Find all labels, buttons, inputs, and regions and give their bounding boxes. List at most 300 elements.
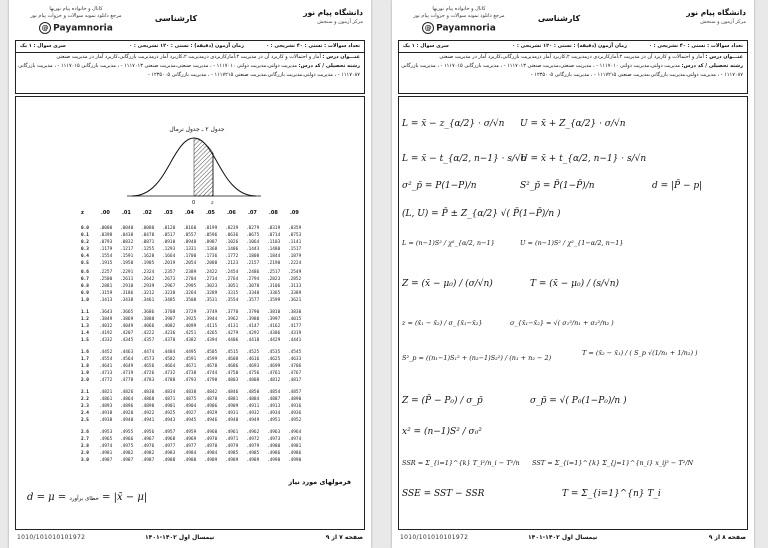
table-cell: .3997 (267, 317, 281, 322)
table-cell: .4817 (288, 378, 302, 383)
table-cell: .1517 (288, 247, 302, 252)
table-cell: .3810 (267, 310, 281, 315)
table-cell: .2881 (99, 284, 113, 289)
table-row (77, 324, 311, 331)
table-row (77, 291, 311, 298)
table-cell: .3888 (141, 317, 155, 322)
z-value: 2.1 (81, 390, 89, 395)
table-cell: .2486 (246, 270, 260, 275)
table-cell: .0832 (120, 240, 134, 245)
table-cell: .3643 (99, 310, 113, 315)
table-cell: .2291 (120, 270, 134, 275)
z-value: 2.3 (81, 404, 89, 409)
table-cell: .4898 (141, 404, 155, 409)
table-cell: .4236 (162, 331, 176, 336)
table-cell: .4783 (141, 378, 155, 383)
formula-prop-variance-est: S²_p̄ = P̄(1−P̄)/n (520, 181, 595, 191)
course-title: عنـــوان درس : آمار و احتمالات و کاربرد آن در مدیریت ۲،آمارکاربردی درمدیریت ۲،کاربرد آمار درمدیریت بازرگانی،کاربرد آمار در مدیریت صنعتی (439, 54, 743, 60)
table-cell: .4952 (288, 418, 302, 423)
table-cell: .4884 (246, 397, 260, 402)
table-block (77, 226, 311, 268)
z-value: 1.7 (81, 357, 89, 362)
table-cell: .4920 (120, 411, 134, 416)
table-row (77, 430, 311, 437)
table-cell: .2422 (204, 270, 218, 275)
table-cell: .4842 (204, 390, 218, 395)
table-cell: .2823 (267, 277, 281, 282)
table-cell: .4649 (120, 364, 134, 369)
question-series: سری سوال : ۱ یک (20, 43, 66, 49)
table-cell: .2704 (183, 277, 197, 282)
table-cell: .0239 (225, 226, 239, 231)
table-cell: .4989 (225, 458, 239, 463)
col-header: .03 (164, 210, 173, 216)
table-cell: .4744 (204, 371, 218, 376)
table-cell: .3531 (204, 298, 218, 303)
field-code: رشته تحصیلی / کد درس: مدیریت دولتی،مدیریت دولتی ۱۱۱۷۰۱۰ - ، مدیریت صنعتی،مدیریت صنعتی ۱۱۱۷۰۱۳ - ، مدیریت بازرگانی ۱۱۱۷۰۱۵ - ، مدیریت بازرگانی (18, 63, 360, 69)
table-cell: .4987 (99, 458, 113, 463)
table-cell: .4706 (288, 364, 302, 369)
curve-label-zero: 0 (192, 200, 196, 206)
table-cell: .3389 (288, 291, 302, 296)
table-cell: .4850 (246, 390, 260, 395)
table-cell: .0199 (204, 226, 218, 231)
table-cell: .3106 (267, 284, 281, 289)
brand-line-2: مرجع دانلود نمونه سوالات و جزوات پیام نور (30, 13, 122, 19)
table-cell: .1591 (120, 254, 134, 259)
shaded-area (194, 138, 213, 196)
table-cell: .4793 (183, 378, 197, 383)
table-row (77, 458, 311, 465)
table-cell: .4750 (225, 371, 239, 376)
exam-page-8 (392, 0, 754, 548)
table-cell: .4953 (99, 430, 113, 435)
formula-sse: SSE = SST − SSR (402, 489, 485, 499)
table-cell: .2224 (288, 261, 302, 266)
table-cell: .3869 (120, 317, 134, 322)
table-cell: .4279 (225, 331, 239, 336)
table-cell: .4982 (120, 451, 134, 456)
table-cell: .4616 (246, 357, 260, 362)
university-logo (253, 8, 363, 25)
table-cell: .4441 (288, 338, 302, 343)
table-cell: .4986 (288, 451, 302, 456)
z-value: 0.4 (81, 254, 89, 259)
table-cell: .0279 (246, 226, 260, 231)
table-cell: .1879 (288, 254, 302, 259)
formula-ci-lower-t: L = x̄ − t_{α/2, n−1} · s/√n (402, 154, 527, 164)
table-cell: .4913 (267, 404, 281, 409)
table-cell: .2389 (183, 270, 197, 275)
table-cell: .4738 (183, 371, 197, 376)
table-cell: .4934 (267, 411, 281, 416)
table-cell: .1255 (141, 247, 155, 252)
table-cell: .3340 (246, 291, 260, 296)
table-cell: .3790 (246, 310, 260, 315)
table-cell: .0160 (183, 226, 197, 231)
at-icon: @ (39, 22, 51, 34)
formula-ci-variance-lower: L = (n−1)S² / χ²_{α/2, n−1} (402, 239, 495, 247)
table-cell: .3944 (204, 317, 218, 322)
table-row (77, 298, 311, 305)
table-cell: .4664 (162, 364, 176, 369)
table-cell: .4207 (120, 331, 134, 336)
table-cell: .0557 (183, 233, 197, 238)
table-cell: .4719 (120, 371, 134, 376)
col-header: .01 (122, 210, 131, 216)
table-cell: .2454 (225, 270, 239, 275)
table-cell: .4115 (204, 324, 218, 329)
table-cell: .4987 (120, 458, 134, 463)
table-cell: .4656 (141, 364, 155, 369)
table-cell: .4946 (204, 418, 218, 423)
formula-pooled-variance: S²_p = ((n₁−1)S₁² + (n₂−1)S₂²) / (n₁ + n₂ − 2) (402, 354, 552, 362)
table-cell: .4925 (162, 411, 176, 416)
table-cell: .3023 (204, 284, 218, 289)
table-cell: .1950 (120, 261, 134, 266)
table-cell: .4732 (162, 371, 176, 376)
z-value: 2.0 (81, 378, 89, 383)
table-row (77, 411, 311, 418)
table-cell: .1628 (141, 254, 155, 259)
university-name: دانشگاه پیام نور (303, 8, 363, 17)
table-cell: .4893 (99, 404, 113, 409)
table-cell: .4306 (267, 331, 281, 336)
table-cell: .4838 (183, 390, 197, 395)
formula-sst: SST = Σ_{i=1}^{k} Σ_{j=1}^{n_i} x_ij² − T²/N (532, 459, 694, 467)
table-cell: .4890 (288, 397, 302, 402)
table-cell: .4968 (162, 437, 176, 442)
table-row (77, 390, 311, 397)
table-cell: .4965 (99, 437, 113, 442)
exam-code: 1010/101010101972 (17, 534, 86, 541)
table-cell: .4564 (120, 357, 134, 362)
formula-prop-variance: σ²_p̄ = P(1−P)/n (402, 181, 477, 191)
degree-title: کارشناسی (537, 14, 581, 23)
z-value: 0.1 (81, 233, 89, 238)
table-cell: .4803 (225, 378, 239, 383)
brand-line-1: کانال و خانواده پیام نوریها (49, 6, 103, 12)
table-cell: .0080 (141, 226, 155, 231)
table-cell: .4966 (120, 437, 134, 442)
table-cell: .4767 (288, 371, 302, 376)
table-cell: .4956 (141, 430, 155, 435)
formula-ci-proportion: (L, U) = P̄ ± Z_{α/2} √( P̄(1−P̄)/n ) (402, 209, 561, 219)
table-row (77, 226, 311, 233)
table-cell: .2088 (204, 261, 218, 266)
table-cell: .4778 (120, 378, 134, 383)
col-header: .07 (248, 210, 257, 216)
table-cell: .3133 (288, 284, 302, 289)
table-cell: .4625 (267, 357, 281, 362)
table-cell: .4964 (288, 430, 302, 435)
table-cell: .4463 (120, 350, 134, 355)
semester: نیمسال اول ۱۴۰۲-۱۴۰۱ (145, 534, 215, 541)
formula-two-sample-z: z = (x̄₁ − x̄₂) / σ_{x̄₁−x̄₂} (402, 319, 483, 327)
university-logo (636, 8, 746, 25)
page-number: صفحه ۸ از ۹ (708, 534, 746, 541)
table-cell: .4452 (99, 350, 113, 355)
table-cell: .0120 (162, 226, 176, 231)
table-cell: .0636 (225, 233, 239, 238)
table-row (77, 277, 311, 284)
table-cell: .4986 (267, 451, 281, 456)
table-cell: .2054 (183, 261, 197, 266)
table-cell: .4319 (288, 331, 302, 336)
table-cell: .4927 (183, 411, 197, 416)
degree-title: کارشناسی (154, 14, 198, 23)
table-cell: .4918 (99, 411, 113, 416)
table-cell: .4911 (246, 404, 260, 409)
table-cell: .4988 (162, 458, 176, 463)
table-cell: .4066 (141, 324, 155, 329)
z-value: 1.1 (81, 310, 89, 315)
table-cell: .2357 (162, 270, 176, 275)
table-cell: .3665 (120, 310, 134, 315)
table-cell: .4147 (246, 324, 260, 329)
table-cell: .4929 (204, 411, 218, 416)
table-cell: .1844 (267, 254, 281, 259)
table-cell: .4970 (204, 437, 218, 442)
table-cell: .4495 (183, 350, 197, 355)
brand-block (400, 6, 518, 34)
table-row (77, 270, 311, 277)
table-cell: .0478 (141, 233, 155, 238)
table-cell: .4633 (288, 357, 302, 362)
brand-handle: Payamnoria (53, 23, 113, 34)
table-cell: .4798 (204, 378, 218, 383)
col-header: .06 (227, 210, 236, 216)
table-cell: .4981 (99, 451, 113, 456)
table-cell: .4292 (246, 331, 260, 336)
table-cell: .4608 (225, 357, 239, 362)
table-row (77, 418, 311, 425)
table-cell: .0000 (99, 226, 113, 231)
table-cell: .4982 (141, 451, 155, 456)
table-cell: .4854 (267, 390, 281, 395)
table-block (77, 310, 311, 345)
table-cell: .4131 (225, 324, 239, 329)
table-cell: .1217 (120, 247, 134, 252)
table-cell: .4974 (288, 437, 302, 442)
table-cell: .1331 (183, 247, 197, 252)
z-value: 0.8 (81, 284, 89, 289)
table-cell: .4082 (162, 324, 176, 329)
table-cell: .4984 (204, 451, 218, 456)
table-cell: .4979 (225, 444, 239, 449)
table-cell: .4960 (204, 430, 218, 435)
table-cell: .4955 (120, 430, 134, 435)
table-cell: .4693 (246, 364, 260, 369)
table-cell: .4875 (183, 397, 197, 402)
z-value: 0.2 (81, 240, 89, 245)
table-cell: .4332 (99, 338, 113, 343)
table-cell: .3289 (204, 291, 218, 296)
table-cell: .4099 (183, 324, 197, 329)
table-cell: .4049 (120, 324, 134, 329)
col-header: .00 (101, 210, 110, 216)
table-cell: .2019 (162, 261, 176, 266)
table-cell: .2673 (162, 277, 176, 282)
table-cell: .3577 (246, 298, 260, 303)
table-cell: .3238 (162, 291, 176, 296)
table-row (77, 451, 311, 458)
table-block (77, 430, 311, 465)
z-value: 0.0 (81, 226, 89, 231)
table-cell: .1368 (204, 247, 218, 252)
question-count: تعداد سوالات : تستی : ۴۰ تشریحی : ۰ (648, 43, 743, 49)
table-cell: .1443 (246, 247, 260, 252)
field-code-2: ۱۱۱۷۰۸۷ - ، مدیریت دولتی،مدیریت بازرگانی،مدیریت صنعتی ۱۱۱۷۲۱۵ - ، مدیریت بازرگانی ۱۲۳۵۰۰۵ - (147, 72, 360, 78)
table-cell: .4945 (183, 418, 197, 423)
table-cell: .0871 (141, 240, 155, 245)
table-cell: .4671 (183, 364, 197, 369)
table-cell: .3315 (225, 291, 239, 296)
formula-chi-square: x² = (n−1)S² / σ₀² (402, 427, 482, 437)
table-cell: .3980 (246, 317, 260, 322)
table-cell: .4582 (162, 357, 176, 362)
table-row (77, 284, 311, 291)
table-cell: .4525 (246, 350, 260, 355)
table-cell: .2734 (204, 277, 218, 282)
table-row (77, 397, 311, 404)
formula-two-sample-t: T = (x̄₂ − x̄₁) / ( S_p √(1/n₁ + 1/n₂) ) (582, 349, 698, 357)
table-cell: .2324 (141, 270, 155, 275)
table-cell: .3599 (267, 298, 281, 303)
table-cell: .4878 (204, 397, 218, 402)
table-cell: .4756 (246, 371, 260, 376)
table-cell: .4821 (99, 390, 113, 395)
table-cell: .4949 (246, 418, 260, 423)
table-cell: .0753 (288, 233, 302, 238)
col-header: .02 (143, 210, 152, 216)
formula-total-t: T = Σ_{i=1}^{n} T_i (562, 489, 661, 499)
table-cell: .1406 (225, 247, 239, 252)
z-value: 0.5 (81, 261, 89, 266)
table-cell: .4922 (141, 411, 155, 416)
semester: نیمسال اول ۱۴۰۲-۱۴۰۱ (528, 534, 598, 541)
table-cell: .4974 (99, 444, 113, 449)
formula-ci-variance-upper: U = (n−1)S² / χ²_{1−α/2, n−1} (520, 239, 624, 247)
table-cell: .3264 (183, 291, 197, 296)
table-cell: .4916 (288, 404, 302, 409)
page-header (398, 4, 748, 40)
table-cell: .1736 (204, 254, 218, 259)
z-value: 2.8 (81, 444, 89, 449)
table-cell: .4985 (225, 451, 239, 456)
table-cell: .2123 (225, 261, 239, 266)
table-cell: .4976 (141, 444, 155, 449)
z-value: 1.6 (81, 350, 89, 355)
formula-ci-upper-z: U = x̄ + Z_{α/2} · σ/√n (520, 119, 626, 129)
table-cell: .4788 (162, 378, 176, 383)
exam-info-box (398, 40, 748, 94)
table-cell: .4972 (246, 437, 260, 442)
table-cell: .4984 (183, 451, 197, 456)
table-cell: .3962 (225, 317, 239, 322)
table-cell: .3907 (162, 317, 176, 322)
table-cell: .0793 (99, 240, 113, 245)
z-value: 1.4 (81, 331, 89, 336)
exam-time: زمان آزمون (دقیقه) : تستی : ۱۲۰ تشریحی : ۰ (512, 43, 627, 49)
col-header: .09 (290, 210, 299, 216)
table-cell: .1064 (246, 240, 260, 245)
table-cell: .4977 (162, 444, 176, 449)
formula-prop-z-test: Z = (P̄ − P₀) / σ_p̄ (402, 396, 483, 406)
table-header-row (77, 210, 311, 220)
table-cell: .3708 (162, 310, 176, 315)
table-cell: .1915 (99, 261, 113, 266)
table-cell: .4554 (99, 357, 113, 362)
field-code: رشته تحصیلی / کد درس: مدیریت دولتی،مدیریت دولتی ۱۱۱۷۰۱۰ - ، مدیریت صنعتی،مدیریت صنعتی ۱۱۱۷۰۱۳ - ، مدیریت بازرگانی ۱۱۱۷۰۱۵ - ، مدیریت بازرگانی (401, 63, 743, 69)
brand-logo (17, 22, 135, 34)
table-cell: .4713 (99, 371, 113, 376)
table-cell: .4406 (225, 338, 239, 343)
table-cell: .1664 (162, 254, 176, 259)
z-value: 0.9 (81, 291, 89, 296)
table-cell: .3770 (225, 310, 239, 315)
table-row (77, 254, 311, 261)
table-cell: .1026 (225, 240, 239, 245)
table-cell: .1103 (267, 240, 281, 245)
table-cell: .3413 (99, 298, 113, 303)
table-cell: .2517 (267, 270, 281, 275)
col-header: .04 (185, 210, 194, 216)
z-value: 0.7 (81, 277, 89, 282)
table-cell: .0675 (246, 233, 260, 238)
table-cell: .4599 (204, 357, 218, 362)
z-value: 2.6 (81, 430, 89, 435)
formula-t-test: T = (x̄ − μ₀) / (s/√n) (530, 279, 620, 289)
estimation-error-formula: d = μ = خطای برآورد = |x̄ − μ| (27, 492, 148, 503)
table-cell: .4761 (267, 371, 281, 376)
table-cell: .4868 (141, 397, 155, 402)
table-cell: .4808 (246, 378, 260, 383)
z-value: 2.5 (81, 418, 89, 423)
table-cell: .4963 (267, 430, 281, 435)
table-cell: .4535 (267, 350, 281, 355)
table-row (77, 357, 311, 364)
z-value: 3.0 (81, 458, 89, 463)
table-cell: .3508 (183, 298, 197, 303)
table-cell: .4429 (267, 338, 281, 343)
table-block (77, 390, 311, 425)
university-sub: مرکز آزمون و سنجش (700, 19, 746, 25)
table-cell: .3485 (162, 298, 176, 303)
table-row (77, 331, 311, 338)
table-cell: .4834 (162, 390, 176, 395)
exam-page-7 (9, 0, 371, 548)
table-cell: .4980 (267, 444, 281, 449)
table-cell: .4032 (99, 324, 113, 329)
z-value: 2.2 (81, 397, 89, 402)
table-cell: .4370 (162, 338, 176, 343)
table-cell: .4938 (99, 418, 113, 423)
table-cell: .4904 (183, 404, 197, 409)
table-row (77, 317, 311, 324)
table-row (77, 247, 311, 254)
table-cell: .4015 (288, 317, 302, 322)
table-row (77, 240, 311, 247)
table-cell: .4251 (183, 331, 197, 336)
z-value: 1.0 (81, 298, 89, 303)
table-cell: .1293 (162, 247, 176, 252)
question-series: سری سوال : ۱ یک (403, 43, 449, 49)
table-cell: .3212 (141, 291, 155, 296)
table-row (77, 233, 311, 240)
z-value: 1.9 (81, 371, 89, 376)
formula-z-test: Z = (x̄ − μ₀) / (σ/√n) (402, 279, 493, 289)
